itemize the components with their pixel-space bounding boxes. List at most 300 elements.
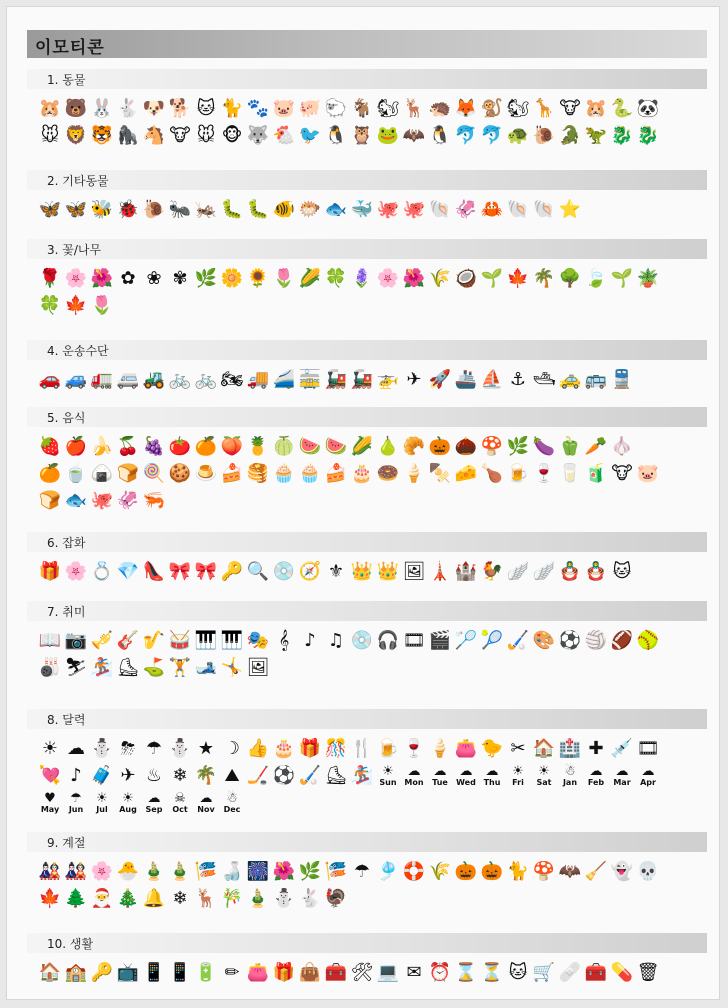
emoticon-dec-icon[interactable] <box>219 790 245 816</box>
emoticon-icon[interactable]: 🐉 <box>636 124 660 146</box>
emoticon-icon[interactable]: 🐛 <box>246 198 270 220</box>
emoticon-icon[interactable]: 🚂 <box>324 368 348 390</box>
emoticon-sun-icon[interactable] <box>375 763 401 789</box>
emoticon-icon[interactable]: 🏑 <box>298 764 322 786</box>
emoticon-icon[interactable]: 🐱 <box>508 961 528 983</box>
emoticon-icon[interactable]: 🎿 <box>194 656 218 678</box>
emoticon-icon[interactable]: 🎳 <box>38 656 62 678</box>
emoticon-icon[interactable]: ⛸ <box>324 764 348 786</box>
emoticon-icon[interactable]: 🦐 <box>142 489 166 511</box>
emoticon-icon[interactable]: 🌱 <box>480 267 504 289</box>
emoticon-icon[interactable]: ❄ <box>172 764 188 786</box>
emoticon-icon[interactable]: ❀ <box>146 267 162 289</box>
emoticon-icon[interactable]: ⛄ <box>90 737 114 759</box>
emoticon-icon[interactable]: ♨ <box>145 764 163 786</box>
emoticon-icon[interactable]: 🐝 <box>90 198 114 220</box>
emoticon-icon[interactable]: ✏ <box>224 961 240 983</box>
emoticon-icon[interactable]: 🫑 <box>558 435 582 457</box>
emoticon-icon[interactable]: 🐦 <box>298 124 322 146</box>
emoticon-icon[interactable]: 🐾 <box>246 97 270 119</box>
emoticon-icon[interactable]: 🌲 <box>64 887 88 909</box>
emoticon-icon[interactable]: ⚽ <box>272 764 296 786</box>
emoticon-icon[interactable]: 🎾 <box>480 629 504 651</box>
emoticon-icon[interactable]: 🍷 <box>532 462 556 484</box>
emoticon-icon[interactable]: 🌷 <box>90 294 114 316</box>
emoticon-icon[interactable]: 🍌 <box>90 435 114 457</box>
emoticon-icon[interactable]: 🌴 <box>532 267 556 289</box>
emoticon-icon[interactable]: 👑 <box>350 560 374 582</box>
emoticon-icon[interactable]: 🐡 <box>298 198 322 220</box>
emoticon-icon[interactable]: 🍒 <box>116 435 140 457</box>
emoticon-icon[interactable]: 🎏 <box>324 860 348 882</box>
emoticon-icon[interactable]: 🐈 <box>506 860 530 882</box>
emoticon-icon[interactable]: 🎍 <box>142 860 166 882</box>
emoticon-icon[interactable]: 🦌 <box>194 887 218 909</box>
emoticon-icon[interactable]: 🧁 <box>272 462 296 484</box>
emoticon-icon[interactable]: 🎀 <box>168 560 192 582</box>
emoticon-icon[interactable]: 🌾 <box>428 267 452 289</box>
emoticon-icon[interactable]: ☽ <box>223 737 241 759</box>
emoticon-icon[interactable]: 🐚 <box>532 198 556 220</box>
emoticon-icon[interactable]: 🌽 <box>298 267 322 289</box>
emoticon-icon[interactable]: 🍑 <box>220 435 244 457</box>
emoticon-icon[interactable]: 🐧 <box>324 124 348 146</box>
emoticon-icon[interactable]: 🎹 <box>194 629 218 651</box>
emoticon-icon[interactable]: 🍀 <box>38 294 62 316</box>
emoticon-icon[interactable]: 🥥 <box>454 267 478 289</box>
emoticon-icon[interactable]: 🐹 <box>38 97 62 119</box>
emoticon-icon[interactable]: 🎃 <box>480 860 504 882</box>
emoticon-icon[interactable]: 🌺 <box>272 860 296 882</box>
emoticon-icon[interactable]: ⛄ <box>272 887 296 909</box>
emoticon-icon[interactable]: 🛒 <box>532 961 556 983</box>
emoticon-icon[interactable]: 📱 <box>168 961 192 983</box>
emoticon-icon[interactable]: 🐵 <box>221 124 243 146</box>
emoticon-icon[interactable]: 🐜 <box>168 198 192 220</box>
emoticon-icon[interactable]: ✂ <box>510 737 526 759</box>
emoticon-icon[interactable]: 🍪 <box>168 462 192 484</box>
emoticon-icon[interactable]: 🍅 <box>168 435 192 457</box>
emoticon-icon[interactable]: 🏠 <box>532 737 556 759</box>
emoticon-icon[interactable]: 🪽 <box>532 560 556 582</box>
emoticon-icon[interactable]: 🐷 <box>272 97 296 119</box>
emoticon-tue-icon[interactable] <box>427 763 453 789</box>
emoticon-icon[interactable]: 👛 <box>246 961 270 983</box>
emoticon-icon[interactable]: 📖 <box>38 629 62 651</box>
emoticon-icon[interactable]: ⭐ <box>558 198 582 220</box>
emoticon-icon[interactable]: 🐺 <box>246 124 270 146</box>
emoticon-icon[interactable]: 🍷 <box>402 737 426 759</box>
emoticon-icon[interactable]: 🐚 <box>428 198 452 220</box>
emoticon-mon-icon[interactable] <box>401 763 427 789</box>
emoticon-icon[interactable]: 🎅 <box>90 887 114 909</box>
emoticon-icon[interactable]: 🐇 <box>116 97 140 119</box>
emoticon-thu-icon[interactable] <box>479 763 505 789</box>
emoticon-icon[interactable]: 🐼 <box>636 97 660 119</box>
emoticon-icon[interactable]: 🎹 <box>220 629 244 651</box>
emoticon-icon[interactable]: 🌿 <box>506 435 530 457</box>
emoticon-icon[interactable]: 🏋 <box>168 656 192 678</box>
emoticon-icon[interactable]: 🦌 <box>402 97 426 119</box>
emoticon-icon[interactable]: 🍀 <box>324 267 348 289</box>
emoticon-icon[interactable]: 💀 <box>636 860 660 882</box>
emoticon-icon[interactable]: ✿ <box>120 267 136 289</box>
emoticon-icon[interactable]: 🔑 <box>220 560 244 582</box>
emoticon-icon[interactable]: 🐬 <box>480 124 504 146</box>
emoticon-icon[interactable]: ⛄ <box>168 737 192 759</box>
emoticon-icon[interactable]: 🐯 <box>90 124 114 146</box>
emoticon-icon[interactable]: 🚂 <box>350 368 374 390</box>
emoticon-icon[interactable]: 🐷 <box>636 462 660 484</box>
emoticon-icon[interactable]: 🦗 <box>194 198 218 220</box>
emoticon-icon[interactable]: 🛥 <box>532 368 556 390</box>
emoticon-icon[interactable]: 🎃 <box>428 435 452 457</box>
emoticon-icon[interactable]: 🥎 <box>636 629 660 651</box>
emoticon-icon[interactable]: 🍉 <box>298 435 322 457</box>
emoticon-wed-icon[interactable] <box>453 763 479 789</box>
emoticon-icon[interactable]: ✈ <box>120 764 136 786</box>
emoticon-icon[interactable]: 🚲 <box>194 368 218 390</box>
emoticon-icon[interactable]: 🚀 <box>428 368 452 390</box>
emoticon-icon[interactable]: ☀ <box>41 737 59 759</box>
emoticon-icon[interactable]: 🧃 <box>584 462 608 484</box>
emoticon-icon[interactable]: 🍊 <box>194 435 218 457</box>
emoticon-icon[interactable]: ♫ <box>327 629 345 651</box>
emoticon-icon[interactable]: 🐓 <box>480 560 504 582</box>
emoticon-icon[interactable]: 🏠 <box>38 961 62 983</box>
emoticon-icon[interactable]: 🐱 <box>612 560 632 582</box>
emoticon-icon[interactable]: 👻 <box>610 860 634 882</box>
emoticon-icon[interactable]: 🍁 <box>64 294 88 316</box>
emoticon-icon[interactable]: 🚜 <box>142 368 166 390</box>
emoticon-icon[interactable]: 🐕 <box>168 97 192 119</box>
emoticon-icon[interactable]: 🐌 <box>142 198 166 220</box>
emoticon-icon[interactable]: 🐍 <box>610 97 634 119</box>
emoticon-icon[interactable]: ⛳ <box>142 656 166 678</box>
emoticon-icon[interactable]: 💻 <box>376 961 400 983</box>
emoticon-icon[interactable]: 🐱 <box>196 97 216 119</box>
emoticon-icon[interactable]: 🎐 <box>376 860 400 882</box>
emoticon-icon[interactable]: 🐖 <box>298 97 322 119</box>
emoticon-icon[interactable]: ☂ <box>145 737 163 759</box>
emoticon-icon[interactable]: 🎊 <box>324 737 348 759</box>
emoticon-icon[interactable]: 🌸 <box>376 267 400 289</box>
emoticon-icon[interactable]: ★ <box>197 737 215 759</box>
emoticon-icon[interactable]: 📱 <box>142 961 166 983</box>
emoticon-icon[interactable]: 🔍 <box>246 560 270 582</box>
emoticon-icon[interactable]: 🐞 <box>116 198 140 220</box>
emoticon-icon[interactable]: 👛 <box>454 737 478 759</box>
emoticon-icon[interactable]: ✉ <box>406 961 422 983</box>
emoticon-icon[interactable]: 🎬 <box>428 629 452 651</box>
emoticon-icon[interactable]: 🐬 <box>454 124 478 146</box>
emoticon-icon[interactable]: 🌴 <box>194 764 218 786</box>
emoticon-fri-icon[interactable] <box>505 763 531 789</box>
emoticon-icon[interactable]: 🚢 <box>454 368 478 390</box>
emoticon-icon[interactable]: 🏍 <box>220 368 244 390</box>
emoticon-icon[interactable]: 🐙 <box>90 489 114 511</box>
emoticon-icon[interactable]: 🤸 <box>220 656 244 678</box>
emoticon-icon[interactable]: 🌸 <box>64 267 88 289</box>
emoticon-icon[interactable]: 🎸 <box>116 629 140 651</box>
emoticon-icon[interactable]: 🐌 <box>532 124 556 146</box>
emoticon-icon[interactable]: 🚙 <box>64 368 88 390</box>
emoticon-icon[interactable]: 🍦 <box>402 462 426 484</box>
emoticon-icon[interactable]: 🚐 <box>116 368 140 390</box>
emoticon-aug-icon[interactable] <box>115 790 141 816</box>
emoticon-icon[interactable]: 🔔 <box>142 887 166 909</box>
emoticon-icon[interactable]: 👠 <box>142 560 166 582</box>
emoticon-icon[interactable]: 🛟 <box>402 860 426 882</box>
emoticon-icon[interactable]: 🦋 <box>64 198 88 220</box>
emoticon-icon[interactable]: 🪆 <box>558 560 582 582</box>
emoticon-icon[interactable]: 🍎 <box>64 435 88 457</box>
emoticon-icon[interactable]: 🏰 <box>454 560 478 582</box>
emoticon-icon[interactable]: 🗼 <box>428 560 452 582</box>
emoticon-icon[interactable]: 🍰 <box>220 462 244 484</box>
emoticon-icon[interactable]: 🍉 <box>324 435 348 457</box>
emoticon-icon[interactable]: 🐮 <box>559 97 581 119</box>
emoticon-icon[interactable]: 💍 <box>90 560 114 582</box>
emoticon-icon[interactable]: 🍁 <box>506 267 530 289</box>
emoticon-icon[interactable]: 🐶 <box>142 97 166 119</box>
emoticon-icon[interactable]: 🌰 <box>454 435 478 457</box>
emoticon-icon[interactable]: 🎭 <box>246 629 270 651</box>
emoticon-icon[interactable]: ⚽ <box>558 629 582 651</box>
emoticon-icon[interactable]: 🍞 <box>38 489 62 511</box>
emoticon-icon[interactable]: 🪆 <box>584 560 608 582</box>
emoticon-icon[interactable]: 🪽 <box>506 560 530 582</box>
emoticon-apr-icon[interactable] <box>635 763 661 789</box>
emoticon-icon[interactable]: 🥁 <box>168 629 192 651</box>
emoticon-icon[interactable]: 🎂 <box>350 462 374 484</box>
emoticon-icon[interactable]: 🐤 <box>480 737 504 759</box>
emoticon-icon[interactable]: ✈ <box>406 368 422 390</box>
emoticon-icon[interactable]: 🚌 <box>584 368 608 390</box>
emoticon-icon[interactable]: 🐇 <box>298 887 322 909</box>
emoticon-icon[interactable]: 🧁 <box>298 462 322 484</box>
emoticon-icon[interactable]: 🌷 <box>272 267 296 289</box>
emoticon-icon[interactable]: 🔑 <box>90 961 114 983</box>
emoticon-icon[interactable]: 🚁 <box>376 368 400 390</box>
emoticon-icon[interactable]: 🏂 <box>90 656 114 678</box>
emoticon-icon[interactable]: 🎍 <box>168 860 192 882</box>
emoticon-nov-icon[interactable] <box>193 790 219 816</box>
emoticon-icon[interactable]: 🐮 <box>169 124 191 146</box>
emoticon-icon[interactable]: 🍃 <box>584 267 608 289</box>
emoticon-icon[interactable]: 🍺 <box>376 737 400 759</box>
emoticon-icon[interactable]: 🦑 <box>454 198 478 220</box>
emoticon-icon[interactable]: 🚚 <box>246 368 270 390</box>
emoticon-icon[interactable]: 🧳 <box>90 764 114 786</box>
emoticon-icon[interactable]: 🏐 <box>584 629 608 651</box>
emoticon-icon[interactable]: 🐿 <box>506 97 530 119</box>
emoticon-icon[interactable]: 🍩 <box>376 462 400 484</box>
emoticon-icon[interactable]: 🎧 <box>376 629 400 651</box>
emoticon-icon[interactable]: 🧀 <box>454 462 478 484</box>
emoticon-icon[interactable]: 🎺 <box>90 629 114 651</box>
emoticon-icon[interactable]: 🎨 <box>532 629 556 651</box>
emoticon-icon[interactable]: 🪴 <box>636 267 660 289</box>
emoticon-icon[interactable]: 🦁 <box>64 124 88 146</box>
emoticon-icon[interactable]: 🏂 <box>350 764 374 786</box>
emoticon-icon[interactable]: 🦇 <box>402 124 426 146</box>
emoticon-icon[interactable]: 🐉 <box>610 124 634 146</box>
emoticon-icon[interactable]: 🚗 <box>38 368 62 390</box>
emoticon-icon[interactable]: 🐐 <box>350 97 374 119</box>
emoticon-icon[interactable]: 🐭 <box>196 124 216 146</box>
emoticon-icon[interactable]: 🦍 <box>116 124 140 146</box>
emoticon-icon[interactable]: 🍴 <box>350 737 374 759</box>
emoticon-icon[interactable]: 🍮 <box>194 462 218 484</box>
emoticon-icon[interactable]: ⛰ <box>224 764 240 786</box>
emoticon-icon[interactable]: 🎄 <box>116 887 140 909</box>
emoticon-icon[interactable]: ✾ <box>172 267 188 289</box>
emoticon-icon[interactable]: 🎷 <box>142 629 166 651</box>
emoticon-icon[interactable]: 🌿 <box>298 860 322 882</box>
emoticon-jun-icon[interactable] <box>63 790 89 816</box>
emoticon-icon[interactable]: 🐧 <box>428 124 452 146</box>
emoticon-icon[interactable]: 🌸 <box>64 560 88 582</box>
emoticon-icon[interactable]: 🌽 <box>350 435 374 457</box>
emoticon-icon[interactable]: 💉 <box>610 737 634 759</box>
emoticon-icon[interactable]: ⚓ <box>509 368 527 390</box>
emoticon-icon[interactable]: 🌹 <box>38 267 62 289</box>
emoticon-icon[interactable]: ✚ <box>588 737 604 759</box>
emoticon-icon[interactable]: 💊 <box>610 961 634 983</box>
emoticon-icon[interactable]: ☁ <box>67 737 85 759</box>
emoticon-icon[interactable]: 🥐 <box>402 435 426 457</box>
emoticon-icon[interactable]: 🍞 <box>116 462 140 484</box>
emoticon-icon[interactable]: 🌼 <box>220 267 244 289</box>
emoticon-icon[interactable]: 🌸 <box>90 860 114 882</box>
emoticon-icon[interactable]: 📷 <box>64 629 88 651</box>
emoticon-icon[interactable]: 🚆 <box>610 368 634 390</box>
emoticon-icon[interactable]: 🎍 <box>246 887 270 909</box>
emoticon-icon[interactable]: ⌛ <box>454 961 478 983</box>
emoticon-icon[interactable]: 🏸 <box>454 629 478 651</box>
emoticon-icon[interactable]: 🍺 <box>506 462 530 484</box>
emoticon-icon[interactable]: 🍭 <box>142 462 166 484</box>
emoticon-icon[interactable]: 🩹 <box>558 961 582 983</box>
emoticon-icon[interactable]: 🐮 <box>611 462 633 484</box>
emoticon-icon[interactable]: 🍶 <box>220 860 244 882</box>
emoticon-icon[interactable]: 🐟 <box>64 489 88 511</box>
emoticon-icon[interactable]: 🐟 <box>324 198 348 220</box>
emoticon-jul-icon[interactable] <box>89 790 115 816</box>
emoticon-icon[interactable]: 💿 <box>272 560 296 582</box>
emoticon-icon[interactable]: 🍓 <box>38 435 62 457</box>
emoticon-icon[interactable]: 🎋 <box>220 887 244 909</box>
emoticon-icon[interactable]: 🌻 <box>246 267 270 289</box>
emoticon-icon[interactable]: 🧰 <box>584 961 608 983</box>
emoticon-icon[interactable]: 🦖 <box>584 124 608 146</box>
emoticon-icon[interactable]: 🍐 <box>376 435 400 457</box>
emoticon-icon[interactable]: 🐛 <box>220 198 244 220</box>
emoticon-icon[interactable]: 🍦 <box>428 737 452 759</box>
emoticon-sat-icon[interactable] <box>531 763 557 789</box>
emoticon-icon[interactable]: 🖼 <box>246 656 270 678</box>
emoticon-icon[interactable]: 🚕 <box>558 368 582 390</box>
emoticon-icon[interactable]: 🌳 <box>558 267 582 289</box>
emoticon-icon[interactable]: 🍗 <box>480 462 504 484</box>
emoticon-icon[interactable]: 🌺 <box>402 267 426 289</box>
emoticon-icon[interactable]: 🐚 <box>506 198 530 220</box>
emoticon-icon[interactable]: ⛈ <box>120 737 136 759</box>
emoticon-icon[interactable]: 🎂 <box>272 737 296 759</box>
emoticon-icon[interactable]: 🍈 <box>272 435 296 457</box>
emoticon-icon[interactable]: 👜 <box>298 961 322 983</box>
emoticon-icon[interactable]: 🐴 <box>142 124 166 146</box>
emoticon-icon[interactable]: 🪻 <box>350 267 374 289</box>
emoticon-icon[interactable]: ⏳ <box>480 961 504 983</box>
emoticon-icon[interactable]: 🍵 <box>64 462 88 484</box>
emoticon-icon[interactable]: 🐊 <box>558 124 582 146</box>
emoticon-icon[interactable]: 🐒 <box>480 97 504 119</box>
emoticon-icon[interactable]: ♪ <box>70 764 82 786</box>
emoticon-icon[interactable]: 🐔 <box>272 124 296 146</box>
emoticon-icon[interactable]: 🏈 <box>610 629 634 651</box>
emoticon-icon[interactable]: 🦋 <box>38 198 62 220</box>
emoticon-icon[interactable]: 🐑 <box>324 97 348 119</box>
emoticon-icon[interactable]: 🦇 <box>558 860 582 882</box>
emoticon-icon[interactable]: 🧹 <box>584 860 608 882</box>
emoticon-icon[interactable]: 🎀 <box>194 560 218 582</box>
emoticon-icon[interactable]: 🌿 <box>194 267 218 289</box>
emoticon-icon[interactable]: 📺 <box>116 961 140 983</box>
emoticon-icon[interactable]: ☂ <box>353 860 371 882</box>
emoticon-icon[interactable]: 🦊 <box>454 97 478 119</box>
emoticon-icon[interactable]: 🛠 <box>350 961 374 983</box>
emoticon-icon[interactable]: 🏑 <box>506 629 530 651</box>
emoticon-icon[interactable]: 🍢 <box>428 462 452 484</box>
emoticon-icon[interactable]: 𝄞 <box>278 629 290 651</box>
emoticon-icon[interactable]: 🥕 <box>584 435 608 457</box>
emoticon-icon[interactable]: 🍙 <box>90 462 114 484</box>
emoticon-icon[interactable]: 🚋 <box>298 368 322 390</box>
emoticon-icon[interactable]: 👑 <box>376 560 400 582</box>
emoticon-icon[interactable]: 🎞 <box>636 737 660 759</box>
emoticon-icon[interactable]: 🗑 <box>636 961 660 983</box>
emoticon-icon[interactable]: 🦒 <box>532 97 556 119</box>
emoticon-icon[interactable]: 🍰 <box>324 462 348 484</box>
emoticon-icon[interactable]: 🦔 <box>428 97 452 119</box>
emoticon-jan-icon[interactable] <box>557 763 583 789</box>
emoticon-icon[interactable]: 💎 <box>116 560 140 582</box>
emoticon-icon[interactable]: 🍊 <box>38 462 62 484</box>
emoticon-icon[interactable]: 💘 <box>38 764 62 786</box>
emoticon-icon[interactable]: 🎎 <box>64 860 88 882</box>
emoticon-icon[interactable]: 💿 <box>350 629 374 651</box>
emoticon-mar-icon[interactable] <box>609 763 635 789</box>
emoticon-icon[interactable]: 🦑 <box>116 489 140 511</box>
emoticon-icon[interactable]: 🐳 <box>350 198 374 220</box>
emoticon-icon[interactable]: 🎃 <box>454 860 478 882</box>
emoticon-icon[interactable]: 🐭 <box>40 124 60 146</box>
emoticon-icon[interactable]: ♪ <box>304 629 316 651</box>
emoticon-icon[interactable]: 🐙 <box>376 198 400 220</box>
emoticon-icon[interactable]: 🥛 <box>558 462 582 484</box>
emoticon-icon[interactable]: 🚛 <box>90 368 114 390</box>
emoticon-icon[interactable]: 🧭 <box>298 560 322 582</box>
emoticon-icon[interactable]: ⛷ <box>64 656 88 678</box>
emoticon-icon[interactable]: 🎆 <box>246 860 270 882</box>
emoticon-icon[interactable]: 🐰 <box>90 97 114 119</box>
emoticon-icon[interactable]: 🚲 <box>168 368 192 390</box>
emoticon-sep-icon[interactable] <box>141 790 167 816</box>
emoticon-icon[interactable]: 🦉 <box>350 124 374 146</box>
emoticon-icon[interactable]: 🏒 <box>246 764 270 786</box>
